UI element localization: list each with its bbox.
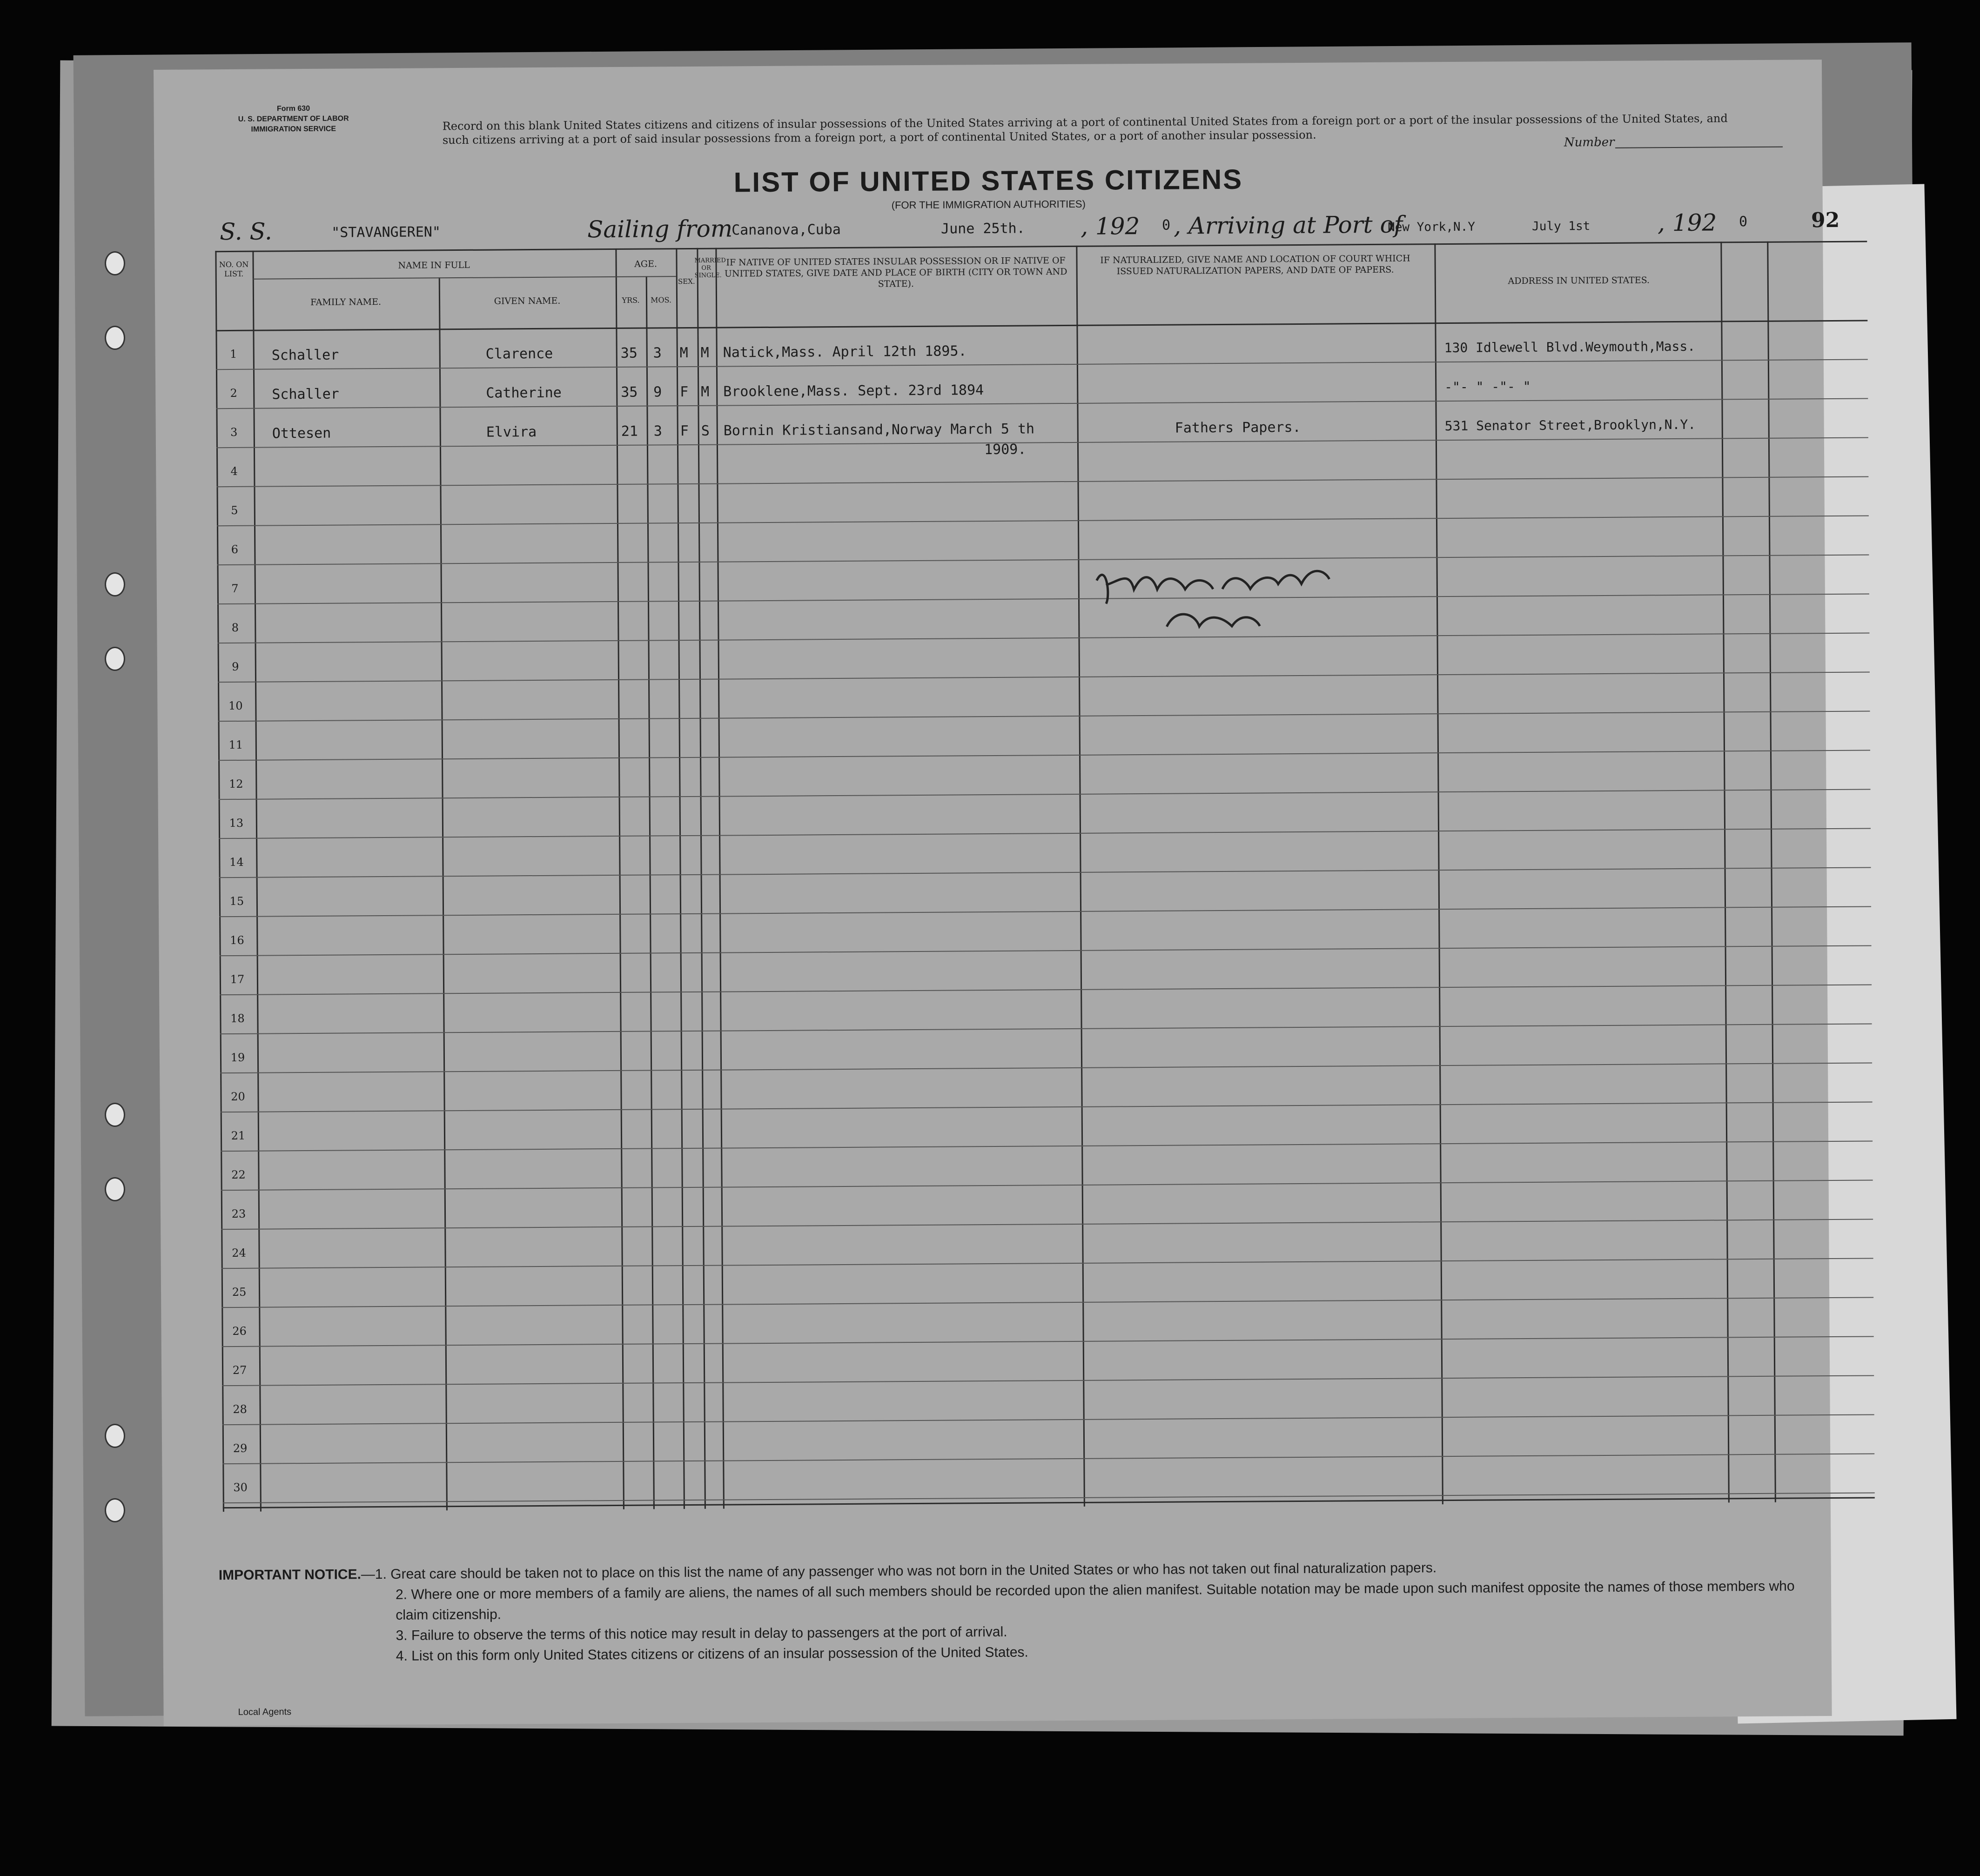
age-years-cell: 35 — [620, 345, 638, 362]
notice-item: 3. Failure to observe the terms of this notice may result in delay to passengers at the port of arrival. — [396, 1624, 1007, 1643]
row-rule — [218, 632, 1870, 643]
row-rule — [220, 984, 1872, 995]
sail-date: June 25th. — [941, 220, 1025, 237]
column-rule — [439, 277, 448, 1510]
column-rule — [1076, 246, 1085, 1507]
age-months-cell: 3 — [653, 345, 662, 362]
age-years-cell: 21 — [621, 423, 638, 440]
header-no-on-list: NO. ON LIST. — [219, 260, 249, 279]
row-number: 21 — [231, 1129, 246, 1143]
citizens-table — [215, 241, 1874, 1512]
column-rule — [215, 251, 224, 1512]
family-name-cell: Ottesen — [272, 425, 331, 442]
header-naturalized: IF NATURALIZED, GIVE NAME AND LOCATION OF COURT WHICH ISSUED NATURALIZATION PAPERS, AND DATE OF PAPERS. — [1100, 253, 1410, 277]
row-number: 26 — [232, 1324, 247, 1338]
year-label: , 192 — [1080, 213, 1140, 240]
sex-cell: F — [680, 422, 689, 440]
given-name-cell: Elvira — [486, 423, 537, 441]
row-rule — [222, 1453, 1874, 1464]
header-mos: MOS. — [650, 295, 672, 305]
row-rule — [218, 671, 1870, 683]
row-rule — [222, 1336, 1874, 1347]
header-native-birth: IF NATIVE OF UNITED STATES INSULAR POSSESSION OR IF NATIVE OF UNITED STATES, GIVE DATE AND PLACE OF BIRTH (CITY OR TOWN AND STATE). — [724, 255, 1067, 289]
ship-name: "STAVANGEREN" — [331, 224, 441, 241]
table-bottom-rule — [223, 1497, 1875, 1508]
age-months-cell: 3 — [653, 423, 662, 440]
binder-hole — [105, 572, 125, 596]
binder-hole — [105, 647, 125, 671]
row-number: 25 — [232, 1285, 247, 1299]
important-notice — [219, 1555, 1801, 1668]
row-number: 7 — [231, 582, 239, 595]
marital-status-cell: M — [700, 344, 709, 361]
row-number: 13 — [229, 816, 244, 830]
header-bottom-rule — [215, 320, 1867, 332]
row-number: 6 — [231, 543, 239, 556]
row-rule — [216, 398, 1868, 409]
birth-date-place-cell: Brooklene,Mass. Sept. 23rd 1894 — [723, 382, 984, 400]
manifest-page — [154, 60, 1840, 1726]
ss-label: S. S. — [219, 218, 272, 246]
subheader-rule — [253, 276, 676, 280]
row-number: 14 — [229, 855, 244, 869]
column-rule — [646, 276, 655, 1509]
row-number: 12 — [229, 777, 243, 791]
row-rule — [216, 437, 1868, 449]
year-digit-2: 0 — [1738, 214, 1748, 230]
arrive-date: July 1st — [1532, 219, 1591, 234]
sailing-from: Cananova,Cuba — [732, 221, 841, 239]
arriving-label: , Arriving at Port of — [1173, 211, 1403, 240]
header-married-single: MARRIED OR SINGLE. — [694, 257, 726, 279]
row-rule — [219, 867, 1871, 878]
header-address: ADDRESS IN UNITED STATES. — [1508, 275, 1650, 287]
notice-item: 4. List on this form only United States citizens or citizens of an insular possession of the United States. — [396, 1644, 1028, 1664]
page-subtitle: (FOR THE IMMIGRATION AUTHORITIES) — [891, 198, 1086, 211]
sex-cell: F — [680, 383, 689, 401]
row-number: 4 — [230, 464, 238, 478]
column-rule — [252, 251, 262, 1512]
row-rule — [220, 1023, 1872, 1034]
row-rule — [221, 1297, 1873, 1308]
row-number: 10 — [228, 699, 243, 713]
column-rule — [1434, 243, 1443, 1504]
given-name-cell: Catherine — [486, 384, 562, 402]
row-number: 29 — [233, 1441, 248, 1455]
sailing-label: Sailing from — [587, 215, 733, 243]
row-number: 15 — [229, 894, 244, 908]
binder-hole — [105, 251, 125, 275]
row-number: 9 — [232, 660, 239, 673]
row-rule — [217, 555, 1869, 566]
birth-date-place-cell: Natick,Mass. April 12th 1895. — [723, 343, 967, 361]
number-line — [1615, 147, 1783, 148]
age-years-cell: 35 — [621, 384, 638, 401]
row-number: 24 — [232, 1246, 246, 1260]
binder-hole — [105, 1498, 125, 1522]
address-cell: 531 Senator Street,Brooklyn,N.Y. — [1444, 416, 1696, 434]
row-rule — [219, 789, 1871, 800]
row-rule — [216, 359, 1868, 370]
row-number: 18 — [230, 1012, 245, 1025]
signature-mark — [1092, 551, 1353, 655]
row-rule — [219, 828, 1871, 839]
row-number: 8 — [231, 621, 239, 634]
row-number: 11 — [228, 738, 243, 752]
notice-heading: IMPORTANT NOTICE. — [218, 1567, 361, 1583]
year-digit: 0 — [1161, 217, 1171, 234]
binder-hole — [105, 1424, 125, 1448]
row-number: 3 — [230, 425, 238, 439]
row-number: 2 — [230, 386, 237, 400]
row-rule — [217, 516, 1869, 527]
row-rule — [221, 1219, 1873, 1230]
family-name-cell: Schaller — [271, 347, 339, 364]
naturalization-cell: Fathers Papers. — [1175, 419, 1301, 436]
year-label-2: , 192 — [1657, 209, 1717, 237]
row-rule — [221, 1179, 1873, 1191]
form-number: Form 630 — [276, 104, 310, 113]
row-number: 22 — [231, 1168, 246, 1182]
marital-status-cell: S — [701, 422, 710, 439]
row-rule — [216, 476, 1868, 488]
row-number: 28 — [233, 1402, 247, 1416]
number-label: Number — [1564, 135, 1615, 150]
form-info — [228, 103, 358, 135]
row-rule — [222, 1414, 1874, 1425]
binder-hole — [105, 1103, 125, 1127]
row-number: 5 — [231, 503, 238, 517]
sex-cell: M — [679, 344, 688, 362]
page-title: LIST OF UNITED STATES CITIZENS — [733, 163, 1243, 198]
row-number: 17 — [230, 972, 245, 986]
binder-hole — [105, 1177, 125, 1201]
row-number: 1 — [230, 347, 237, 361]
table-top-rule — [215, 241, 1867, 253]
column-rule — [1767, 241, 1776, 1502]
form-service: IMMIGRATION SERVICE — [251, 125, 336, 134]
header-family-name: FAMILY NAME. — [310, 297, 382, 308]
header-age: AGE. — [634, 259, 658, 269]
row-number: 23 — [231, 1207, 246, 1221]
record-note: Record on this blank United States citizens and citizens of insular possessions of the United States arriving at a port of continental United States from a foreign port or a port of the insular possessions of the United States, and such citizens arriving at a port of said insular possessions from a foreign port, a port of continental United States, or a port of another insular possession. — [442, 112, 1728, 147]
given-name-cell: Clarence — [485, 345, 553, 362]
birth-date-place-cell: 1909. — [984, 441, 1027, 458]
row-number: 20 — [231, 1090, 245, 1104]
row-rule — [220, 1062, 1872, 1073]
local-agents-label: Local Agents — [238, 1707, 292, 1717]
binder-hole — [105, 326, 125, 350]
row-rule — [218, 710, 1870, 722]
notice-item: —1. Great care should be taken not to place on this list the name of any passenger who was not born in the United States or who has not taken out final naturalization papers. — [361, 1560, 1437, 1582]
row-number: 30 — [233, 1481, 248, 1494]
row-rule — [221, 1101, 1873, 1112]
arrival-port: New York,N.Y — [1388, 220, 1476, 234]
form-department: U. S. DEPARTMENT OF LABOR — [238, 114, 349, 123]
family-name-cell: Schaller — [272, 386, 339, 403]
row-rule — [220, 945, 1872, 956]
address-cell: 130 Idlewell Blvd.Weymouth,Mass. — [1444, 338, 1696, 356]
page-number: 92 — [1811, 208, 1840, 233]
row-rule — [221, 1140, 1873, 1152]
row-rule — [217, 593, 1869, 604]
header-sex: SEX. — [678, 277, 695, 286]
notice-item: 2. Where one or more members of a family are aliens, the names of all such members should be recorded upon the alien manifest. Suitable notation may be made upon such manifest opposite the names of those members who claim citizenship. — [395, 1578, 1795, 1623]
row-number: 19 — [230, 1051, 245, 1065]
column-rule — [1720, 241, 1730, 1502]
birth-date-place-cell: Bornin Kristiansand,Norway March 5 th — [723, 421, 1035, 439]
header-name-in-full: NAME IN FULL — [398, 260, 470, 271]
row-number: 27 — [232, 1363, 247, 1377]
address-cell: -"- " -"- " — [1444, 378, 1531, 395]
marital-status-cell: M — [701, 383, 710, 400]
header-given-name: GIVEN NAME. — [494, 295, 561, 307]
row-rule — [222, 1375, 1874, 1386]
row-rule — [218, 750, 1870, 761]
age-months-cell: 9 — [653, 384, 662, 401]
header-yrs: YRS. — [622, 295, 640, 305]
row-number: 16 — [230, 933, 244, 947]
row-rule — [219, 906, 1871, 917]
row-rule — [221, 1258, 1873, 1269]
